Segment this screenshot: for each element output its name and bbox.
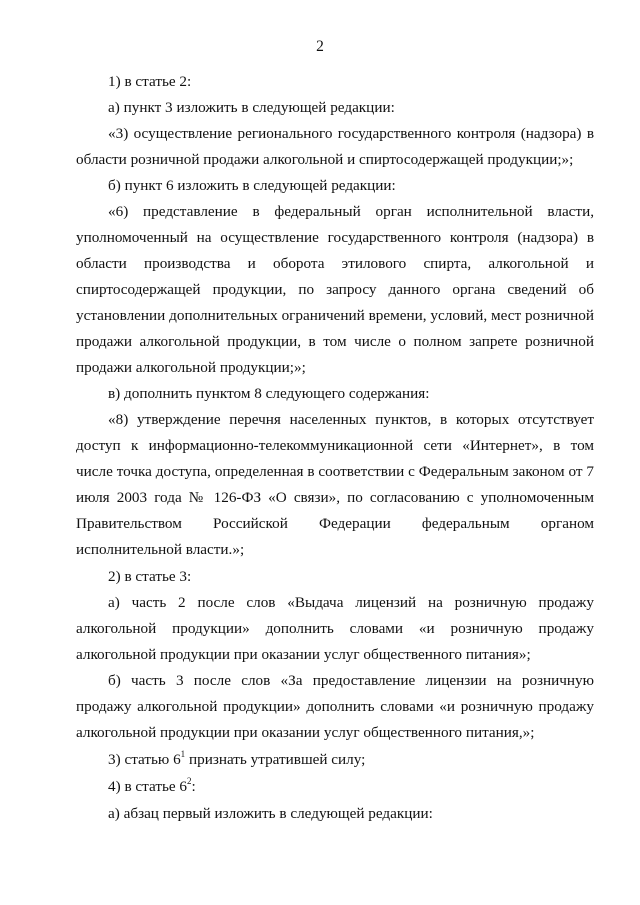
- paragraph-item-1: 1) в статье 2:: [108, 73, 192, 90]
- paragraph-quote-3: «3) осуществление регионального государственного контроля (надзора) в области розничной продажи алкогольной и спиртосодержащей продукции;»;: [76, 125, 594, 168]
- paragraph-subitem-b: б) пункт 6 изложить в следующей редакции:: [108, 177, 396, 194]
- item-3-superscript: 1: [180, 749, 186, 759]
- paragraph-subitem-v: в) дополнить пунктом 8 следующего содержания:: [108, 385, 430, 402]
- item-4-superscript: 2: [187, 776, 192, 786]
- paragraph-quote-6: «6) представление в федеральный орган исполнительной власти, уполномоченный на осуществление государственного контроля (надзора) в области производства и оборота этилового спирта, алкогольной и спиртосодержащей продукции, по запросу данного органа сведений об установлении дополнительных ограничений времени, условий, мест розничной продажи алкогольной продукции, в том числе о полном запрете розничной продажи алкогольной продукции;»;: [76, 203, 594, 376]
- paragraph-subitem-a: а) пункт 3 изложить в следующей редакции:: [108, 99, 395, 116]
- item-4-text: 4) в статье 6: [108, 778, 188, 795]
- paragraph-first-abzac: а) абзац первый изложить в следующей редакции:: [108, 805, 433, 822]
- paragraph-item-4: [76, 774, 594, 800]
- document-body: [76, 69, 594, 827]
- item-3-text: 3) статью 6: [108, 751, 181, 768]
- page-number: 2: [316, 38, 324, 55]
- paragraph-quote-8: «8) утверждение перечня населенных пунктов, в которых отсутствует доступ к информационно-телекоммуникационной сети «Интернет», в том числе точка доступа, определенная в соответствии с Федеральным законом от 7 июля 2003 года № 126-ФЗ «О связи», по согласованию с уполномоченным Правительством Российской Федерации федеральным органом исполнительной власти.»;: [76, 411, 594, 558]
- paragraph-part-2: а) часть 2 после слов «Выдача лицензий на розничную продажу алкогольной продукции» дополнить словами «и розничную продажу алкогольной продукции при оказании услуг общественного питания»;: [76, 594, 594, 663]
- paragraph-part-3: б) часть 3 после слов «За предоставление лицензии на розничную продажу алкогольной продукции» дополнить словами «и розничную продажу алкогольной продукции при оказании услуг общественного питания,»;: [76, 672, 594, 741]
- paragraph-item-2: 2) в статье 3:: [108, 568, 192, 585]
- paragraph-item-3: [76, 747, 594, 773]
- item-3-rest: признать утратившей силу;: [185, 751, 366, 768]
- item-4-rest: :: [191, 778, 196, 795]
